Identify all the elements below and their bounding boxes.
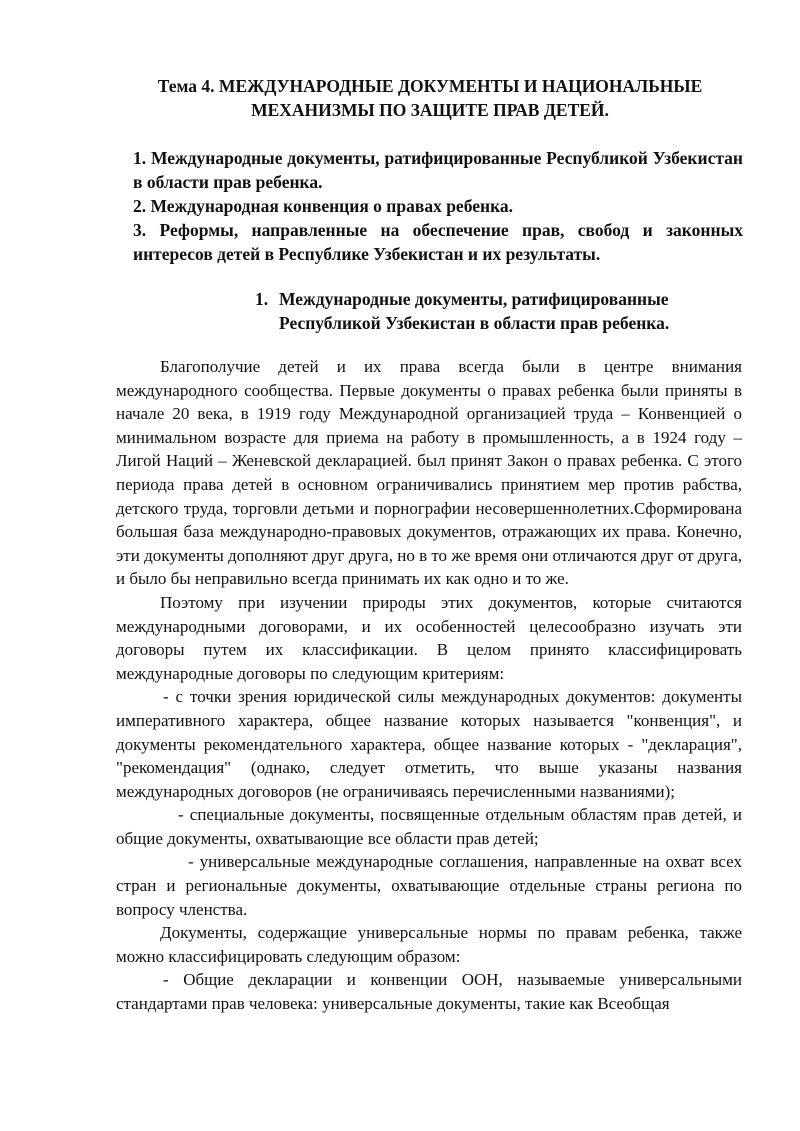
body-text bbox=[116, 355, 742, 1016]
paragraph-criteria-1: - с точки зрения юридической силы международных документов: документы императивного характера, общее название которых называется "конвенция", и документы рекомендательного характера, общее название которых - "декларация", "рекомендация" (однако, следует отметить, что выше указаны названия международных договоров (не ограничиваясь перечисленными названиями); bbox=[116, 687, 742, 801]
outline-item-2: 2. Международная конвенция о правах ребенка. bbox=[133, 196, 514, 216]
paragraph-criteria-3: - универсальные международные соглашения, направленные на охват всех стран и региональные документы, охватывающие отдельные страны региона по вопросу членства. bbox=[116, 852, 742, 919]
paragraph-1: Благополучие детей и их права всегда были в центре внимания международного сообщества. Первые документы о правах ребенка были приняты в начале 20 века, в 1919 году Международной организацией труда – Конвенцией о минимальном возрасте для приема на работу в промышленность, а в 1924 году – Лигой Наций – Женевской декларацией. был принят Закон о правах ребенка. С этого периода права детей в основном ограничивались принятием мер против рабства, детского труда, торговли детьми и порнографии несовершеннолетних.Сформирована большая база международно-правовых документов, отражающих их права. Конечно, эти документы дополняют друг друга, но в то же время они отличаются друг от друга, и было бы неправильно всегда принимать их как одно и то же. bbox=[116, 357, 742, 589]
paragraph-2: Поэтому при изучении природы этих документов, которые считаются международными договорами, и их особенностей целесообразно изучать эти договоры путем их классификации. В целом принято классифицировать международные договоры по следующим критериям: bbox=[116, 592, 742, 683]
topic-outline bbox=[133, 146, 743, 266]
section-heading-line-2: Республикой Узбекистан в области прав ребенка. bbox=[279, 313, 670, 333]
page-title bbox=[110, 74, 750, 122]
paragraph-criteria-2: - специальные документы, посвященные отдельным областям прав детей, и общие документы, охватывающие все области прав детей; bbox=[116, 805, 742, 848]
paragraph-3: Документы, содержащие универсальные нормы по правам ребенка, также можно классифицировать следующим образом: bbox=[116, 923, 742, 966]
section-heading-line-1: Международные документы, ратифицированные bbox=[279, 289, 669, 309]
section-number: 1. bbox=[255, 289, 269, 309]
title-line-1: Тема 4. МЕЖДУНАРОДНЫЕ ДОКУМЕНТЫ И НАЦИОНАЛЬНЫЕ bbox=[157, 76, 703, 96]
outline-item-3: 3. Реформы, направленные на обеспечение прав, свобод и законных интересов детей в Республике Узбекистан и их результаты. bbox=[133, 220, 743, 264]
section-heading bbox=[255, 287, 735, 335]
paragraph-4: - Общие декларации и конвенции ООН, называемые универсальными стандартами прав человека: универсальные документы, такие как Всеобщая bbox=[116, 970, 742, 1014]
title-line-2: МЕХАНИЗМЫ ПО ЗАЩИТЕ ПРАВ ДЕТЕЙ. bbox=[251, 100, 609, 120]
outline-item-1: 1. Международные документы, ратифицированные Республикой Узбекистан в области прав ребенка. bbox=[133, 148, 743, 192]
